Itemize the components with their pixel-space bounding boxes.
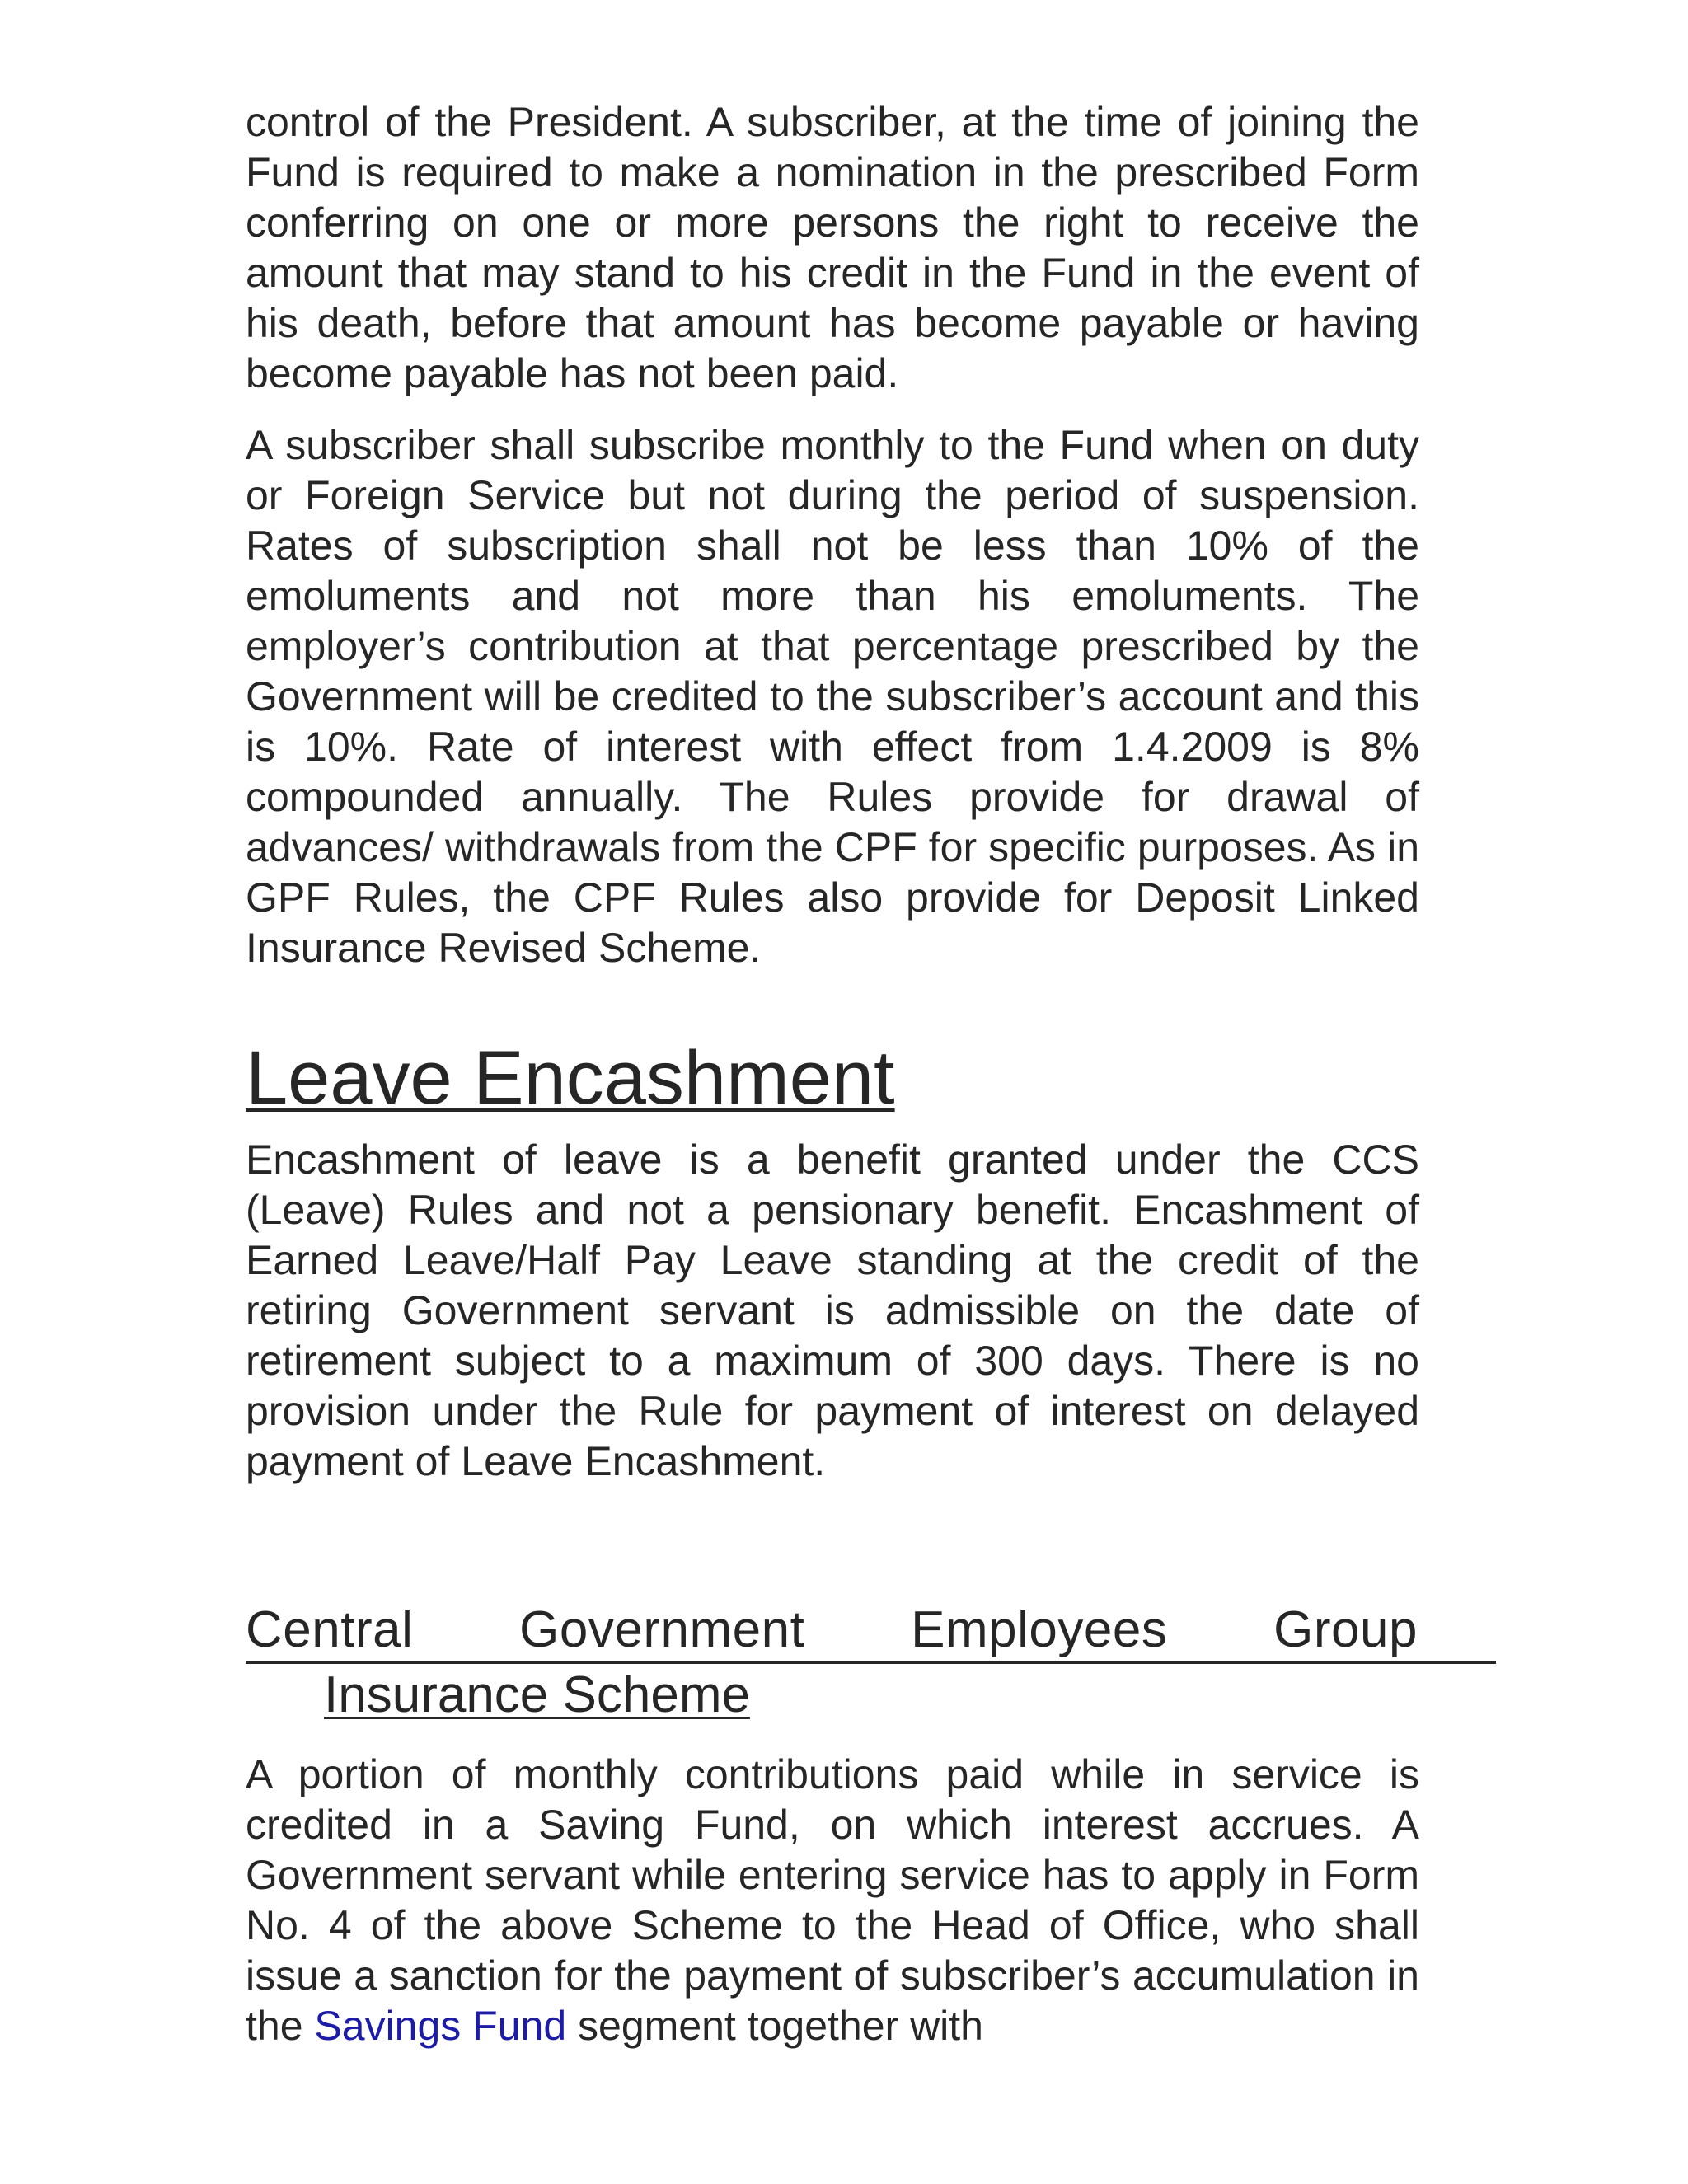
cgegis-heading-line1: Central Government Employees Group: [246, 1599, 1496, 1664]
leave-encashment-heading: Leave Encashment: [246, 1036, 895, 1120]
cgegis-heading-line2: Insurance Scheme: [324, 1666, 750, 1723]
savings-fund-link[interactable]: Savings Fund: [314, 2003, 567, 2049]
cpf-subscription-paragraph: A subscriber shall subscribe monthly to the Fund when on duty or Foreign Service but not during the period of suspension. Rates of subscription shall not be less than 10% of the emoluments and not more than his emoluments. The employer’s contribution at that percentage prescribed by the Government will be credited to the subscriber’s account and this is 10%. Rate of interest with effect from 1.4.2009 is 8% compounded annually. The Rules provide for drawal of advances/ withdrawals from the CPF for specific purposes. As in GPF Rules, the CPF Rules also provide for Deposit Linked Insurance Revised Scheme.: [246, 422, 1419, 971]
cpf-nomination-paragraph: control of the President. A subscriber, at the time of joining the Fund is required to make a nomination in the prescribed Form conferring on one or more persons the right to receive the amount that may stand to his credit in the Fund in the event of his death, before that amount has become payable or having become payable has not been paid.: [246, 99, 1419, 396]
cgegis-paragraph: [246, 1750, 1419, 2051]
cgegis-text-after-link: segment together with: [566, 2003, 983, 2049]
leave-encashment-paragraph: Encashment of leave is a benefit granted under the CCS (Leave) Rules and not a pensionary benefit. Encashment of Earned Leave/Half Pay Leave standing at the credit of the retiring Government servant is admissible on the date of retirement subject to a maximum of 300 days. There is no provision under the Rule for payment of interest on delayed payment of Leave Encashment.: [246, 1137, 1419, 1484]
cgegis-text-before-link: A portion of monthly contributions paid while in service is credited in a Saving Fund, on which interest accrues. A Government servant while entering service has to apply in Form No. 4 of the above Scheme to the Head of Office, who shall issue a sanction for the payment of subscriber’s accumulation in the: [246, 1751, 1419, 2049]
document-page: [246, 97, 1419, 2051]
